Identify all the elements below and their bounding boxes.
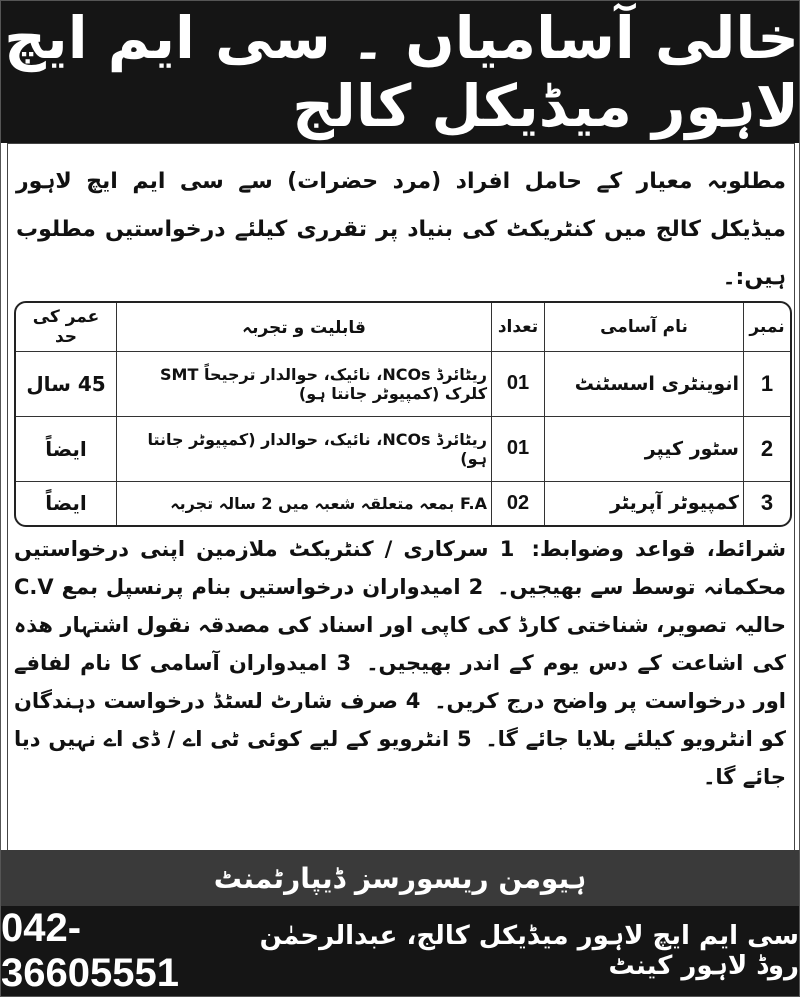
term-item: 2 امیدواران درخواستیں بنام پرنسپل بمع C.V حالیہ تصویر، شناختی کارڈ کی کاپی اور اسناد کی مصدقہ نقول اشتہار ھذہ کی اشاعت کے دس یوم کے اندر بھیجیں۔: [14, 575, 787, 675]
row-number: 2: [744, 416, 791, 481]
header-post: نام آسامی: [545, 303, 744, 352]
terms-and-conditions: [14, 530, 786, 796]
row-post: سٹور کیپر: [545, 416, 744, 481]
contact-footer: [1, 906, 799, 996]
header-age: عمر کی حد: [16, 303, 117, 352]
row-count: 02: [492, 481, 545, 525]
phone-number: 042-36605551: [1, 906, 179, 995]
intro-text: مطلوبہ معیار کے حامل افراد (مرد حضرات) سے سی ایم ایچ لاہور میڈیکل کالج میں کنٹریکٹ کی بنیاد پر تقرری کیلئے درخواستیں مطلوب ہیں:۔: [16, 169, 786, 290]
table-row: [16, 352, 790, 417]
term-item: 3 امیدواران آسامی کا نام لفافے اور درخواست پر واضح درج کریں۔: [14, 651, 787, 713]
address: سی ایم ایچ لاہور میڈیکل کالج، عبدالرحمٰن روڈ لاہور کینٹ: [259, 921, 799, 981]
row-qualification: F.A بمعہ متعلقہ شعبہ میں 2 سالہ تجربہ: [117, 481, 492, 525]
term-item: 1 سرکاری / کنٹریکٹ ملازمین اپنی درخواستیں محکمانہ توسط سے بھیجیں۔: [14, 537, 787, 599]
row-post: انوینٹری اسسٹنٹ: [545, 352, 744, 417]
header-count: تعداد: [492, 303, 545, 352]
table-row: [16, 481, 790, 525]
row-qualification: ریٹائرڈ NCOs، نائیک، حوالدار (کمپیوٹر جانتا ہو): [117, 416, 492, 481]
header-number: نمبر: [744, 303, 791, 352]
row-age: ایضاً: [16, 481, 117, 525]
table-header-row: [16, 303, 790, 352]
row-count: 01: [492, 352, 545, 417]
term-item: 4 صرف شارٹ لسٹڈ درخواست دہندگان کو انٹرویو کیلئے بلایا جائے گا۔: [14, 689, 786, 751]
row-number: 1: [744, 352, 791, 417]
row-number: 3: [744, 481, 791, 525]
ad-body: [7, 143, 795, 851]
terms-heading: شرائط، قواعد وضوابط:: [531, 537, 787, 561]
vacancies-table: [14, 301, 792, 527]
term-item: 5 انٹرویو کے لیے کوئی ٹی اے / ڈی اے نہیں دیا جائے گا۔: [14, 727, 786, 789]
department-name: ہیومن ریسورسز ڈیپارٹمنٹ: [1, 850, 799, 906]
row-post: کمپیوٹر آپریٹر: [545, 481, 744, 525]
ad-title: خالی آسامیاں ۔ سی ایم ایچ لاہور میڈیکل کالج: [1, 1, 799, 143]
row-age: ایضاً: [16, 416, 117, 481]
row-count: 01: [492, 416, 545, 481]
table-row: [16, 416, 790, 481]
row-qualification: ریٹائرڈ NCOs، نائیک، حوالدار ترجیحاً SMT کلرک (کمپیوٹر جانتا ہو): [117, 352, 492, 417]
row-age: 45 سال: [16, 352, 117, 417]
header-qualification: قابلیت و تجربہ: [117, 303, 492, 352]
